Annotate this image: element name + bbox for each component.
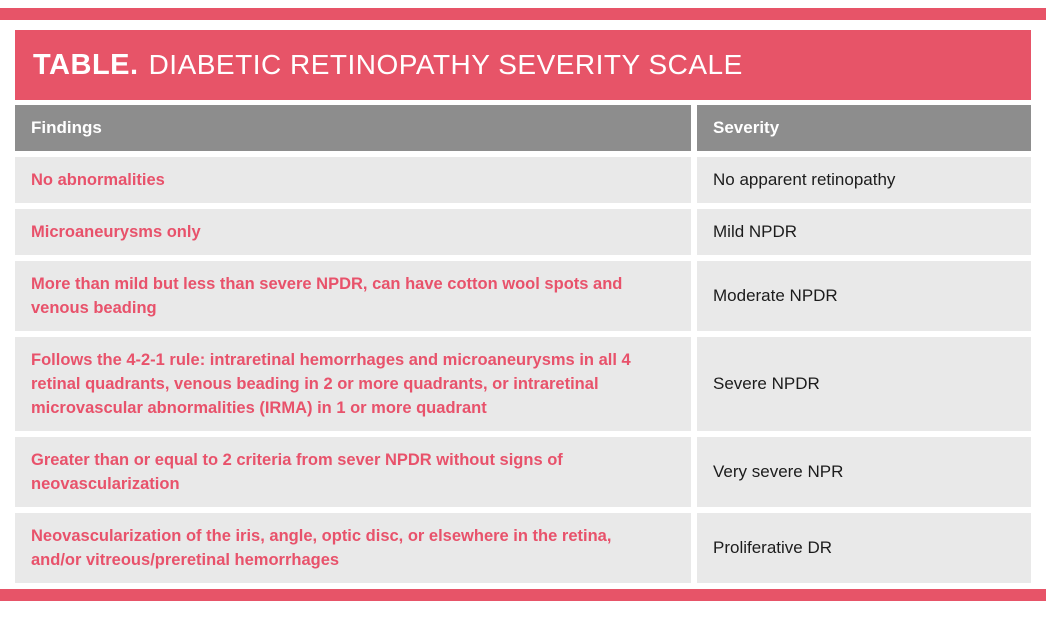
finding-cell: Greater than or equal to 2 criteria from sever NPDR without signs of neovascularization: [15, 437, 691, 507]
severity-cell: Proliferative DR: [697, 513, 1031, 583]
table-row: [15, 261, 1031, 331]
table-row: [15, 437, 1031, 507]
bottom-accent-bar: [0, 589, 1046, 601]
table-row: [15, 513, 1031, 583]
severity-cell: Severe NPDR: [697, 337, 1031, 431]
table-row: [15, 337, 1031, 431]
page-title-prefix: TABLE.: [33, 48, 139, 81]
table-row: [15, 157, 1031, 203]
severity-cell: Mild NPDR: [697, 209, 1031, 255]
finding-cell: Microaneurysms only: [15, 209, 691, 255]
column-header-findings: Findings: [15, 105, 691, 151]
severity-cell: Moderate NPDR: [697, 261, 1031, 331]
finding-cell: Follows the 4-2-1 rule: intraretinal hemorrhages and microaneurysms in all 4 retinal quadrants, venous beading in 2 or more quadrants, or intraretinal microvascular abnormalities (IRMA) in 1 or more quadrant: [15, 337, 691, 431]
finding-cell: More than mild but less than severe NPDR, can have cotton wool spots and venous beading: [15, 261, 691, 331]
header-row: [15, 105, 1031, 151]
table-row: [15, 209, 1031, 255]
severity-cell: Very severe NPR: [697, 437, 1031, 507]
page-title: DIABETIC RETINOPATHY SEVERITY SCALE: [148, 49, 743, 80]
column-header-severity: Severity: [697, 105, 1031, 151]
severity-table: [15, 105, 1031, 583]
finding-cell: Neovascularization of the iris, angle, optic disc, or elsewhere in the retina, and/or vitreous/preretinal hemorrhages: [15, 513, 691, 583]
top-accent-bar: [0, 8, 1046, 20]
title-bar: [15, 30, 1031, 100]
severity-cell: No apparent retinopathy: [697, 157, 1031, 203]
finding-cell: No abnormalities: [15, 157, 691, 203]
